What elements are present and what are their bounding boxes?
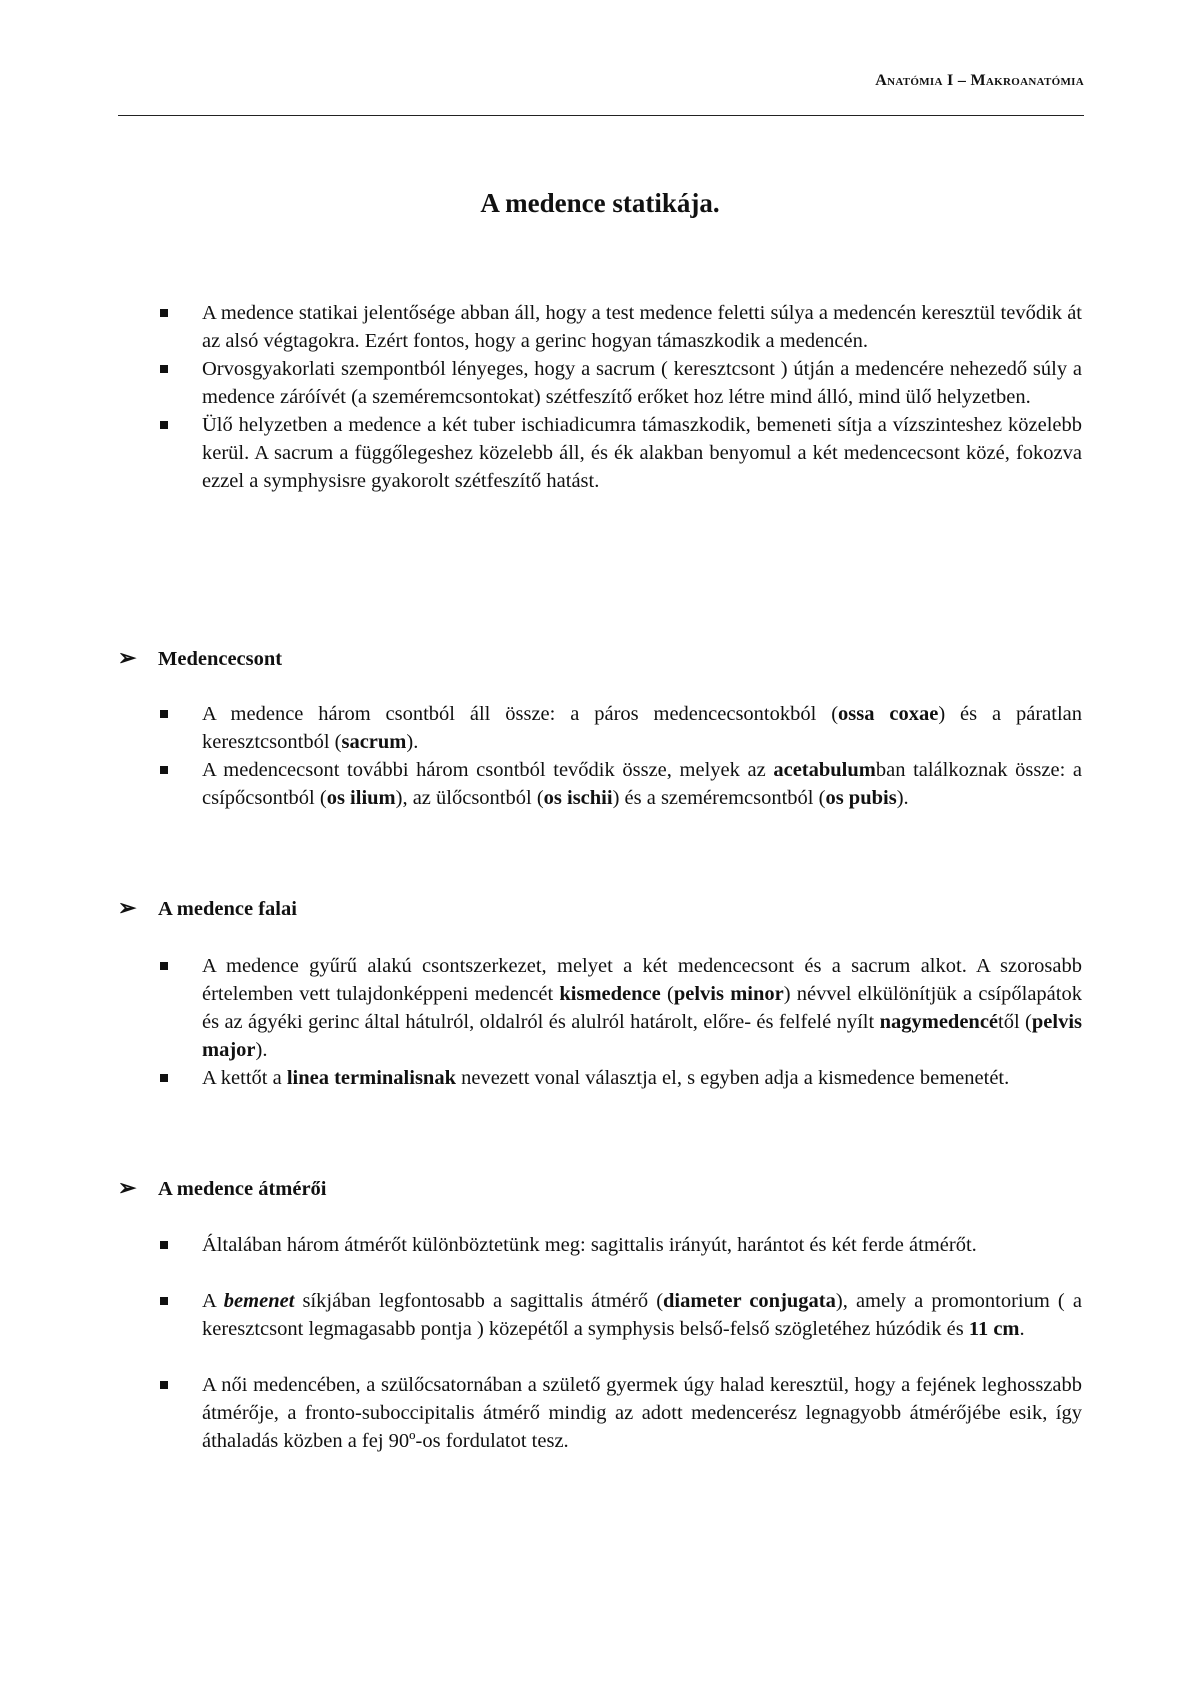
arrow-bullet-icon: ➢ bbox=[118, 1175, 137, 1200]
list-item: Ülő helyzetben a medence a két tuber ischiadicumra támaszkodik, bemeneti sítja a vízszinteshez közelebb kerül. A sacrum a függőlegeshez közelebb áll, és ék alakban benyomul a két medencecsont közé, fokozva ezzel a symphysisre gyakorolt szétfeszítő hatást. bbox=[202, 411, 1082, 495]
list-item: Általában három átmérőt különböztetünk meg: sagittalis irányút, harántot és két ferde átmérőt. bbox=[202, 1231, 1082, 1259]
header-rule bbox=[118, 115, 1084, 116]
list-item: A medence gyűrű alakú csontszerkezet, melyet a két medencecsont és a sacrum alkot. A szorosabb értelemben vett tulajdonképpeni medencét kismedence (pelvis minor) névvel elkülönítjük a csípőlapátok és az ágyéki gerinc által hátulról, oldalról és alulról határolt, előre- és felfelé nyílt nagymedencétől (pelvis major). bbox=[202, 952, 1082, 1064]
bullet-icon bbox=[160, 1297, 168, 1305]
list-item: Orvosgyakorlati szempontból lényeges, hogy a sacrum ( keresztcsont ) útján a medencére nehezedő súly a medence záróívét (a szeméremcsontokat) szétfeszítő erőket hoz létre mind álló, mind ülő helyzetben. bbox=[202, 355, 1082, 411]
bullet-icon bbox=[160, 309, 168, 317]
arrow-bullet-icon: ➢ bbox=[118, 645, 137, 670]
bullet-icon bbox=[160, 710, 168, 718]
bullet-icon bbox=[160, 1381, 168, 1389]
page-title: A medence statikája. bbox=[480, 188, 720, 218]
bullet-icon bbox=[160, 421, 168, 429]
section-heading: ➢ Medencecsont bbox=[118, 645, 283, 670]
list-item: A női medencében, a szülőcsatornában a születő gyermek úgy halad keresztül, hogy a fejének leghosszabb átmérője, a fronto-suboccipitalis átmérő mindig az adott medencerész legnagyobb átmérőjébe esik, így áthaladás közben a fej 90º-os fordulatot tesz. bbox=[202, 1371, 1082, 1455]
section3-list bbox=[0, 1231, 1200, 1455]
list-item: A medence három csontból áll össze: a páros medencecsontokból (ossa coxae) és a páratlan keresztcsontból (sacrum). bbox=[202, 700, 1082, 756]
intro-list bbox=[0, 299, 1200, 495]
section2-list bbox=[0, 952, 1200, 1092]
bullet-icon bbox=[160, 1074, 168, 1082]
bullet-icon bbox=[160, 365, 168, 373]
section-heading: ➢ A medence falai bbox=[118, 895, 297, 920]
bullet-icon bbox=[160, 766, 168, 774]
list-item: A kettőt a linea terminalisnak nevezett vonal választja el, s egyben adja a kismedence bemenetét. bbox=[202, 1064, 1082, 1092]
arrow-bullet-icon: ➢ bbox=[118, 895, 137, 920]
bullet-icon bbox=[160, 1241, 168, 1249]
section-heading: ➢ A medence átmérői bbox=[118, 1175, 327, 1200]
section1-list bbox=[0, 700, 1200, 812]
running-header: Anatómia I – Makroanatómia bbox=[875, 72, 1084, 89]
list-item: A bemenet síkjában legfontosabb a sagittalis átmérő (diameter conjugata), amely a promontorium ( a keresztcsont legmagasabb pontja ) közepétől a symphysis belső-felső szögletéhez húzódik és 11 cm. bbox=[202, 1287, 1082, 1343]
list-item: A medencecsont további három csontból tevődik össze, melyek az acetabulumban találkoznak össze: a csípőcsontból (os ilium), az ülőcsontból (os ischii) és a szeméremcsontból (os pubis). bbox=[202, 756, 1082, 812]
list-item: A medence statikai jelentősége abban áll, hogy a test medence feletti súlya a medencén keresztül tevődik át az alsó végtagokra. Ezért fontos, hogy a gerinc hogyan támaszkodik a medencén. bbox=[202, 299, 1082, 355]
bullet-icon bbox=[160, 962, 168, 970]
